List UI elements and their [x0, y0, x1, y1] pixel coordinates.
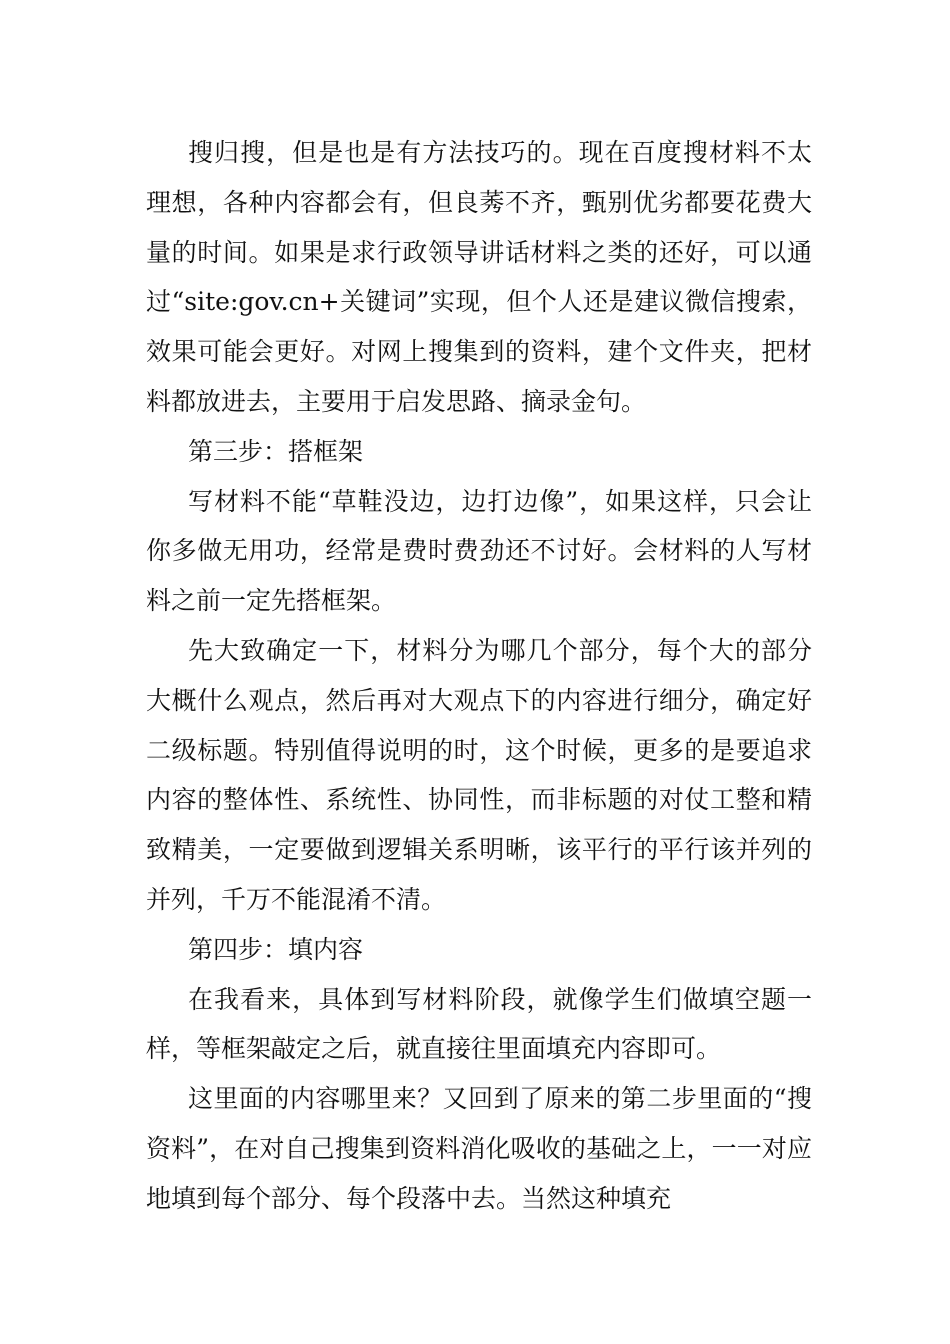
paragraph-search-tips: 搜归搜，但是也是有方法技巧的。现在百度搜材料不太理想，各种内容都会有，但良莠不齐，甄别优劣都要花费大量的时间。如果是求行政领导讲话材料之类的还好，可以通过“site:gov.cn+关键词”实现，但个人还是建议微信搜索，效果可能会更好。对网上搜集到的资料，建个文件夹，把材料都放进去，主要用于启发思路、摘录金句。	[146, 138, 812, 416]
heading-step-three: 第三步：搭框架	[188, 436, 364, 466]
heading-step-four: 第四步：填内容	[188, 934, 364, 964]
document-body	[146, 128, 812, 1224]
paragraph-framework-intro: 写材料不能“草鞋没边，边打边像”，如果这样，只会让你多做无用功，经常是费时费劲还不讨好。会材料的人写材料之前一定先搭框架。	[146, 486, 812, 616]
paragraph-fill-content: 在我看来，具体到写材料阶段，就像学生们做填空题一样，等框架敲定之后，就直接往里面填充内容即可。	[146, 984, 812, 1064]
paragraph-framework-detail: 先大致确定一下，材料分为哪几个部分，每个大的部分大概什么观点，然后再对大观点下的内容进行细分，确定好二级标题。特别值得说明的时，这个时候，更多的是要追求内容的整体性、系统性、协同性，而非标题的对仗工整和精致精美，一定要做到逻辑关系明晰，该平行的平行该并列的并列，千万不能混淆不清。	[146, 635, 812, 914]
paragraph-content-source: 这里面的内容哪里来？又回到了原来的第二步里面的“搜资料”，在对自己搜集到资料消化吸收的基础之上，一一对应地填到每个部分、每个段落中去。当然这种填充	[146, 1084, 812, 1213]
